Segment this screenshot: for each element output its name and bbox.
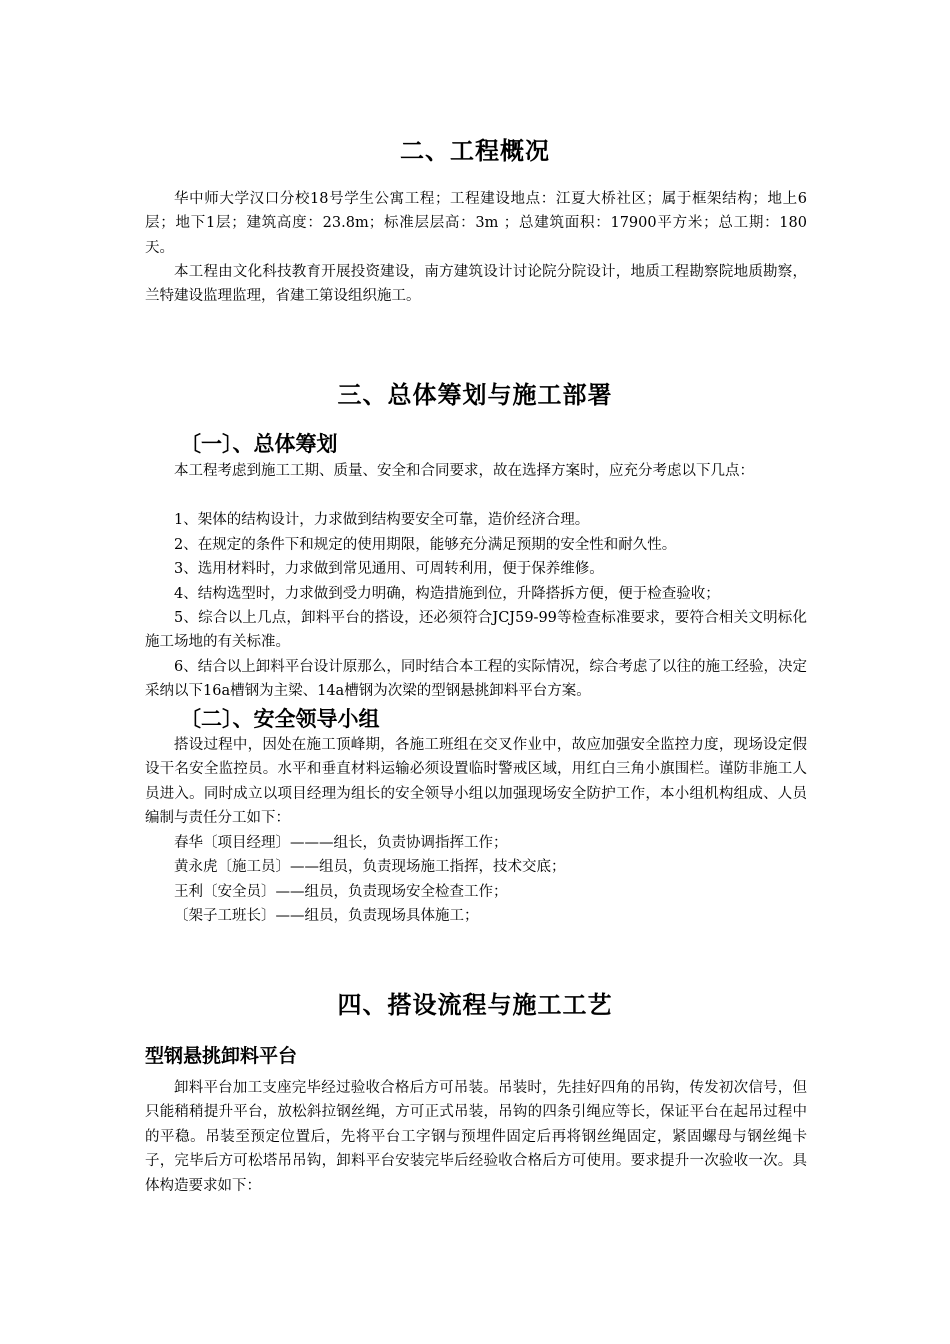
section-4-heading: 四、搭设流程与施工工艺 [337, 990, 613, 1019]
planning-item-2: 2、在规定的条件下和规定的使用期限，能够充分满足预期的安全性和耐久性。 [174, 537, 677, 553]
team-member-3: 王利〔安全员〕——组员，负责现场安全检查工作； [174, 884, 508, 900]
safety-team-intro: 搭设过程中，因处在施工顶峰期，各施工班组在交叉作业中，故应加强安全监控力度，现场设定假设干名安全监控员。水平和垂直材料运输必须设置临时警戒区域，用红白三角小旗围栏。谨防非施工人员进入。同时成立以项目经理为组长的安全领导小组以加强现场安全防护工作，本小组机构组成、人员编制与责任分工如下： [145, 737, 807, 827]
section-2-heading: 二、工程概况 [400, 136, 550, 165]
team-member-2: 黄永虎〔施工员〕——组员，负责现场施工指挥，技术交底； [174, 859, 566, 875]
planning-item-4: 4、结构选型时，力求做到受力明确，构造措施到位，升降搭拆方便，便于检查验收； [174, 586, 720, 602]
team-member-4: 〔架子工班长〕——组员，负责现场具体施工； [174, 908, 479, 924]
platform-installation-paragraph: 卸料平台加工支座完毕经过验收合格后方可吊装。吊装时，先挂好四角的吊钩，传发初次信号，但只能稍稍提升平台，放松斜拉钢丝绳，方可正式吊装，吊钩的四条引绳应等长，保证平台在起吊过程中的平稳。吊装至预定位置后，先将平台工字钢与预埋件固定后再将钢丝绳固定，紧固螺母与钢丝绳卡子，完毕后方可松塔吊吊钩，卸料平台安装完毕后经验收合格后方可使用。要求提升一次验收一次。具体构造要求如下： [145, 1080, 807, 1194]
planning-item-6: 6、结合以上卸料平台设计原那么，同时结合本工程的实际情况，综合考虑了以往的施工经验，决定采纳以下16a槽钢为主梁、14a槽钢为次梁的型钢悬挑卸料平台方案。 [145, 659, 807, 700]
planning-item-1: 1、架体的结构设计，力求做到结构要安全可靠，造价经济合理。 [174, 512, 590, 528]
subsection-overall-planning-heading: 〔一〕、总体筹划 [180, 431, 338, 456]
cantilever-platform-heading: 型钢悬挑卸料平台 [145, 1045, 298, 1067]
overall-planning-intro: 本工程考虑到施工工期、质量、安全和合同要求，故在选择方案时，应充分考虑以下几点： [174, 463, 754, 479]
project-overview-paragraph: 华中师大学汉口分校18号学生公寓工程；工程建设地点：江夏大桥社区；属于框架结构；地上6层；地下1层；建筑高度：23.8m；标准层层高：3m ；总建筑面积：17900平方米；总工期：180天。 [145, 191, 807, 256]
team-member-1: 春华〔项目经理〕———组长，负责协调指挥工作； [174, 835, 508, 851]
section-3-heading: 三、总体筹划与施工部署 [337, 380, 613, 409]
subsection-safety-team-heading: 〔二〕、安全领导小组 [180, 706, 380, 731]
planning-item-3: 3、选用材料时，力求做到常见通用、可周转利用，便于保养维修。 [174, 561, 604, 577]
project-parties-paragraph: 本工程由文化科技教育开展投资建设，南方建筑设计讨论院分院设计，地质工程勘察院地质勘察，兰特建设监理监理，省建工第设组织施工。 [145, 264, 807, 305]
planning-item-5: 5、综合以上几点，卸料平台的搭设，还必须符合JCJ59-99等检查标准要求，要符合相关文明标化施工场地的有关标准。 [145, 610, 807, 651]
